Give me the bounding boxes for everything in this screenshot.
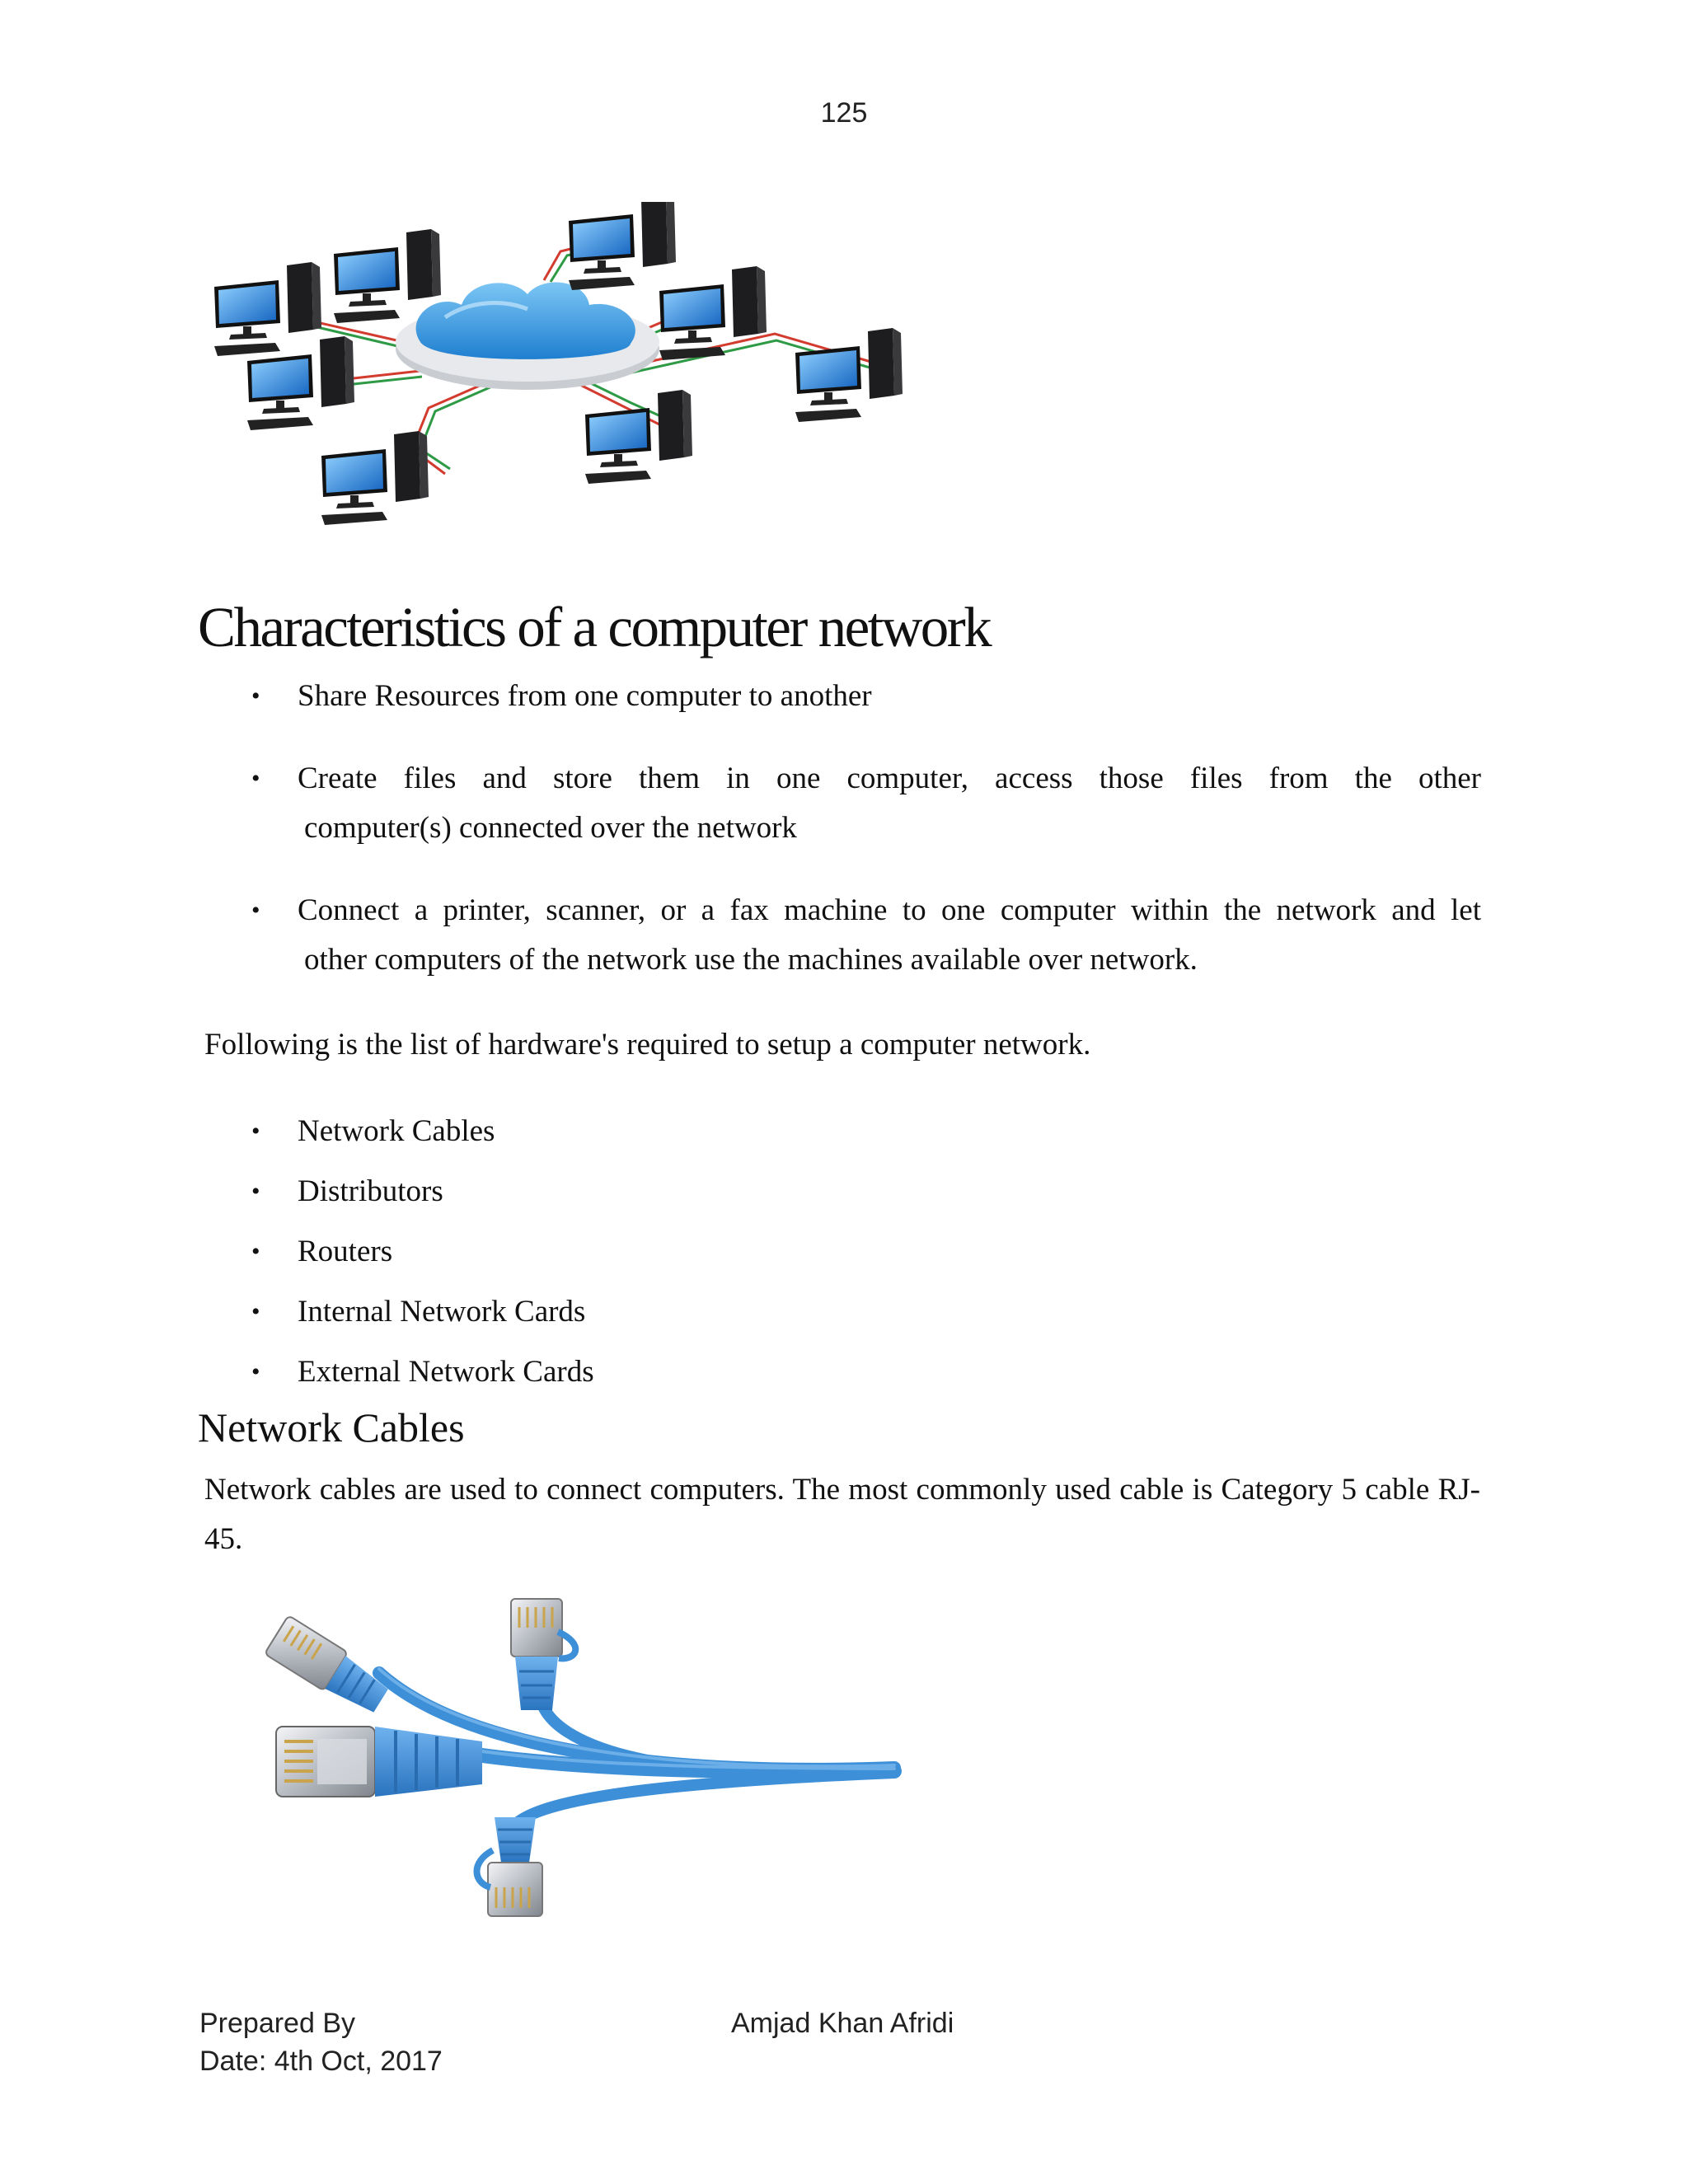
footer-prepared-by: Prepared By xyxy=(199,2008,355,2039)
bullet-icon: • xyxy=(251,897,260,924)
list-item-line: other computers of the network use the machines available over network. xyxy=(304,943,1198,977)
list-item-text: Network Cables xyxy=(298,1114,495,1148)
list-item-text xyxy=(298,754,1481,853)
list-item xyxy=(0,1167,1688,1227)
bullet-icon: • xyxy=(251,682,260,710)
list-item xyxy=(0,672,1688,721)
page-number: 125 xyxy=(820,97,868,129)
list-item-line: Connect a printer, scanner, or a fax machine to one computer within the network and let xyxy=(298,893,1481,927)
list-item xyxy=(0,754,1688,853)
list-item-text xyxy=(298,886,1481,985)
list-item xyxy=(0,1227,1688,1287)
list-item xyxy=(0,1107,1688,1167)
list-item-text: External Network Cards xyxy=(298,1355,594,1389)
subsection-heading: Network Cables xyxy=(198,1404,465,1451)
list-item xyxy=(0,1287,1688,1347)
section-heading: Characteristics of a computer network xyxy=(198,596,991,658)
footer-author: Amjad Khan Afridi xyxy=(731,2008,954,2039)
list-item-text: Internal Network Cards xyxy=(298,1295,586,1329)
hardware-list xyxy=(0,1107,1688,1408)
list-item-line: computer(s) connected over the network xyxy=(304,811,797,845)
list-item xyxy=(0,886,1688,985)
hardware-intro-paragraph: Following is the list of hardware's required to setup a computer network. xyxy=(204,1028,1091,1062)
list-item-line: Share Resources from one computer to another xyxy=(298,679,872,713)
bullet-icon: • xyxy=(251,1358,260,1385)
list-item-line: Create files and store them in one computer, access those files from the other xyxy=(298,762,1481,795)
bullet-icon: • xyxy=(251,765,260,792)
list-item-text: Routers xyxy=(298,1235,393,1268)
list-item-text xyxy=(298,672,1481,721)
rj45-cable-illustration xyxy=(260,1595,903,1924)
cables-paragraph: Network cables are used to connect computers. The most commonly used cable is Category 5 cable RJ-45. xyxy=(204,1473,1480,1556)
footer-date: Date: 4th Oct, 2017 xyxy=(199,2046,443,2077)
list-item-text: Distributors xyxy=(298,1174,443,1208)
bullet-icon: • xyxy=(251,1298,260,1325)
computer-network-illustration xyxy=(198,202,915,556)
bullet-icon: • xyxy=(251,1118,260,1145)
bullet-icon: • xyxy=(251,1238,260,1265)
characteristics-list xyxy=(0,672,1688,1018)
list-item xyxy=(0,1347,1688,1408)
bullet-icon: • xyxy=(251,1178,260,1205)
